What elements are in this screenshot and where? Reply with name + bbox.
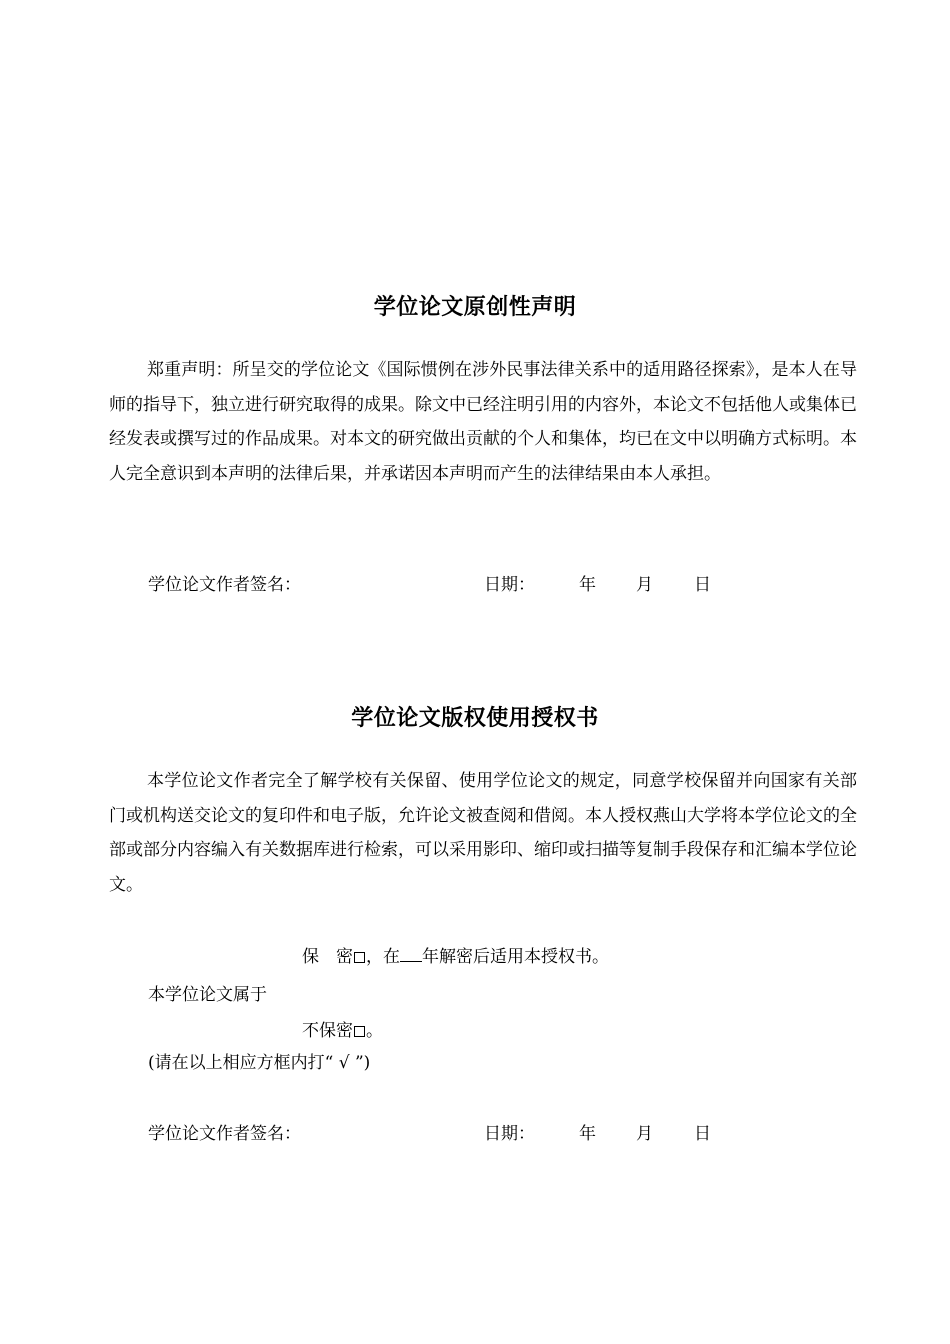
authorization-title: 学位论文版权使用授权书 [351, 706, 599, 731]
years-blank[interactable] [400, 947, 422, 962]
declaration-signature-row [0, 573, 950, 597]
belongs-label: 本学位论文属于 [148, 985, 267, 1005]
not-secret-suffix: 。 [366, 1021, 383, 1041]
year-label: 年 [579, 1124, 596, 1144]
month-label: 月 [636, 575, 653, 595]
checkbox-instruction: (请在以上相应方框内打“ √ ”) [148, 1053, 371, 1073]
declaration-body: 郑重声明：所呈交的学位论文《国际惯例在涉外民事法律关系中的适用路径探索》，是本人在导师的指导下，独立进行研究取得的成果。除文中已经注明引用的内容外，本论文不包括他人或集体已经发表或撰写过的作品成果。对本文的研究做出贡献的个人和集体，均已在文中以明确方式标明。本人完全意识到本声明的法律后果，并承诺因本声明而产生的法律结果由本人承担。 [109, 360, 857, 484]
secret-label: 保 密 [302, 947, 353, 967]
secret-option [302, 945, 609, 969]
month-label: 月 [636, 1124, 653, 1144]
date-label: 日期： [484, 575, 535, 595]
secret-middle-text: ，在 [366, 947, 400, 967]
signature-label: 学位论文作者签名： [148, 575, 301, 595]
secret-suffix-text: 年解密后适用本授权书。 [422, 947, 609, 967]
day-label: 日 [694, 575, 711, 595]
secret-checkbox[interactable] [354, 952, 365, 963]
day-label: 日 [694, 1124, 711, 1144]
declaration-title: 学位论文原创性声明 [373, 295, 577, 320]
not-secret-option [302, 1019, 383, 1043]
year-label: 年 [579, 575, 596, 595]
date-label: 日期： [484, 1124, 535, 1144]
not-secret-checkbox[interactable] [354, 1026, 365, 1037]
not-secret-label: 不保密 [302, 1021, 353, 1041]
authorization-signature-row [0, 1122, 950, 1146]
authorization-body: 本学位论文作者完全了解学校有关保留、使用学位论文的规定，同意学校保留并向国家有关部门或机构送交论文的复印件和电子版，允许论文被查阅和借阅。本人授权燕山大学将本学位论文的全部或部分内容编入有关数据库进行检索，可以采用影印、缩印或扫描等复制手段保存和汇编本学位论文。 [109, 771, 857, 895]
signature-label: 学位论文作者签名： [148, 1124, 301, 1144]
